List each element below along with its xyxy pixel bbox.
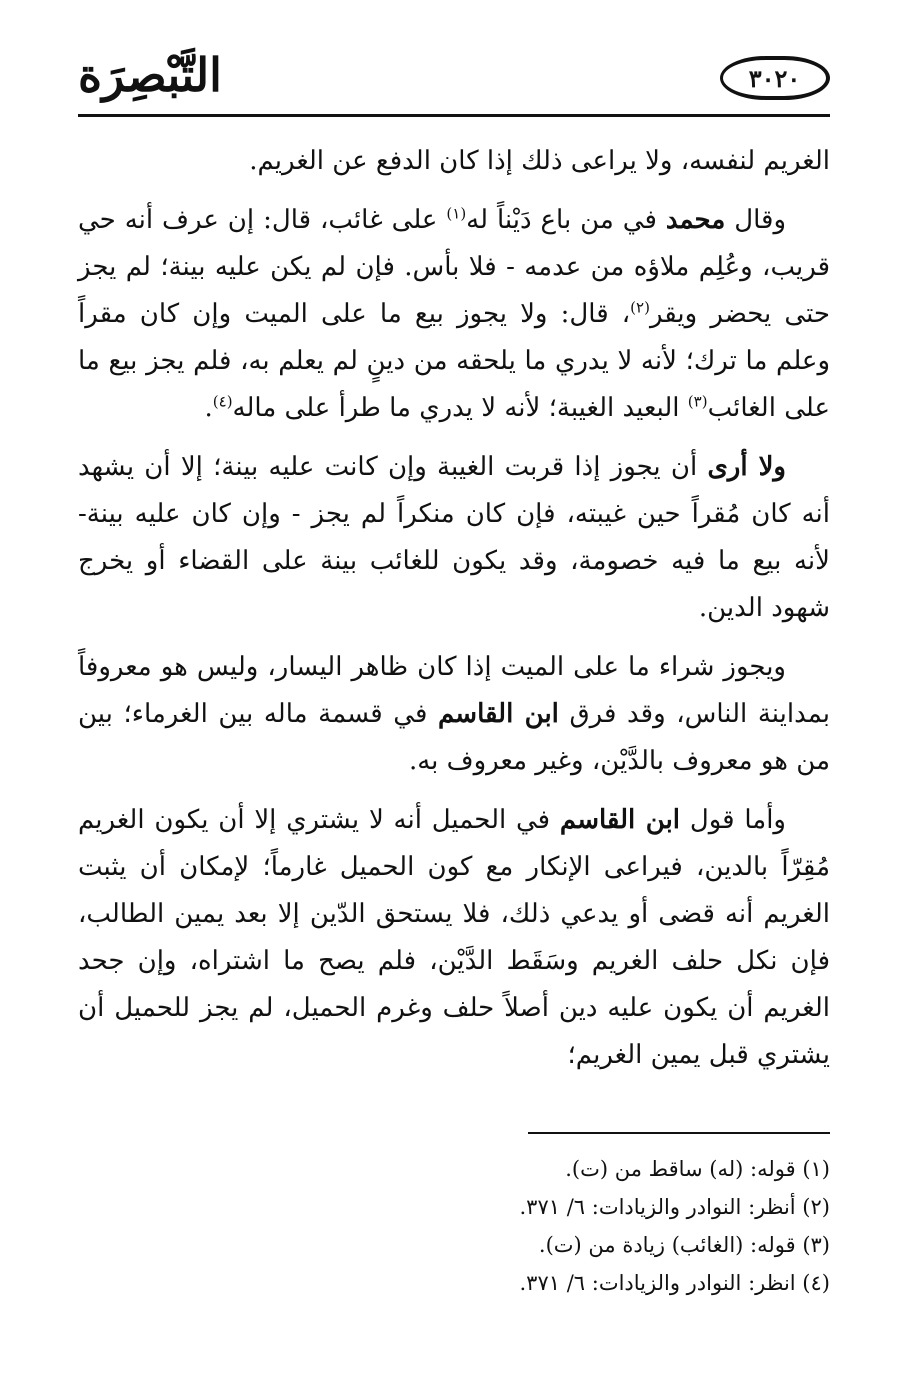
footnote-2: (٢) أنظر: النوادر والزيادات: ٦/ ٣٧١.: [519, 1195, 830, 1219]
footnote-3: (٣) قوله: (الغائب) زيادة من (ت).: [538, 1233, 830, 1257]
text-run: أن يجوز إذا قربت الغيبة وإن كانت عليه بينة؛ إلا أن يشهد أنه كان مُقراً حين غيبته، فإن كان منكراً لم يجز - وإن كان عليه بينة- لأنه بيع ما فيه خصومة، وقد يكون للغائب بينة على القضاء أو يخرج شهود الدين.: [78, 452, 830, 623]
bold-name: ابن القاسم: [437, 699, 559, 729]
text-run: البعيد الغيبة؛ لأنه لا يدري ما طرأ على ماله: [232, 393, 688, 423]
footnote-ref: (٢): [630, 298, 650, 317]
bold-name: محمد: [665, 205, 726, 235]
text-run: ويجوز شراء ما على الميت إذا كان ظاهر اليسار، وليس هو معروفاً بمداينة الناس، وقد فرق: [78, 652, 831, 729]
main-text: [78, 138, 830, 1091]
footnote-ref: (١): [446, 204, 467, 223]
text-run: في قسمة ماله بين الغرماء؛ بين من هو معروف بالدَّيْن، وغير معروف به.: [78, 699, 830, 776]
page-header: [78, 40, 830, 118]
book-title: التَّبْصِرَة: [78, 48, 222, 102]
text-run: في الحميل أنه لا يشتري إلا أن يكون الغريم مُقِرّاً بالدين، فيراعى الإنكار مع كون الحميل غارماً؛ لإمكان أن يثبت الغريم أنه قضى أو يدعي ذلك، فلا يستحق الدّين إلا بعد يمين الطالب، فإن نكل حلف الغريم وسَقَط الدَّيْن، فلم يصح ما اشتراه، وإن جحد الغريم أن يكون عليه دين أصلاً حلف وغرم الحميل، لم يجز للحميل أن يشتري قبل يمين الغريم؛: [78, 805, 830, 1070]
text-run: على غائب، قال: إن عرف أنه حي قريب، وعُلِم ملاؤه من عدمه - فلا بأس. فإن لم يكن عليه بينة؛ لم يجز حتى يحضر ويقر: [78, 205, 830, 329]
text-run: وأما قول: [680, 805, 786, 835]
header-divider: [78, 114, 830, 117]
paragraph: [78, 444, 830, 632]
text-run: وقال: [725, 205, 786, 235]
footnote-divider: [528, 1132, 830, 1134]
page-number-badge: [720, 56, 830, 100]
text-run: في من باع دَيْناً له: [466, 205, 666, 235]
bold-name: ابن القاسم: [559, 805, 681, 835]
paragraph: [78, 797, 830, 1079]
text-run: الغريم لنفسه، ولا يراعى ذلك إذا كان الدفع عن الغريم.: [249, 146, 830, 176]
footnote-ref: (٣): [687, 392, 708, 411]
footnotes: [78, 1150, 830, 1302]
bold-name: ولا أرى: [707, 452, 786, 482]
footnote-ref: (٤): [212, 392, 233, 411]
paragraph: [78, 644, 830, 785]
paragraph: [78, 197, 830, 432]
text-run: ، قال: ولا يجوز بيع ما على الميت وإن كان مقراً وعلم ما ترك؛ لأنه لا يدري ما يلحقه من دينٍ لم يعلم به، فلم يجز بيع ما على الغائب: [78, 299, 830, 423]
paragraph: [78, 138, 830, 185]
footnote-1: (١) قوله: (له) ساقط من (ت).: [565, 1157, 830, 1181]
page-number: ٣٠٢٠: [748, 63, 801, 93]
text-run: .: [204, 393, 213, 423]
footnote-4: (٤) انظر: النوادر والزيادات: ٦/ ٣٧١.: [519, 1271, 830, 1295]
